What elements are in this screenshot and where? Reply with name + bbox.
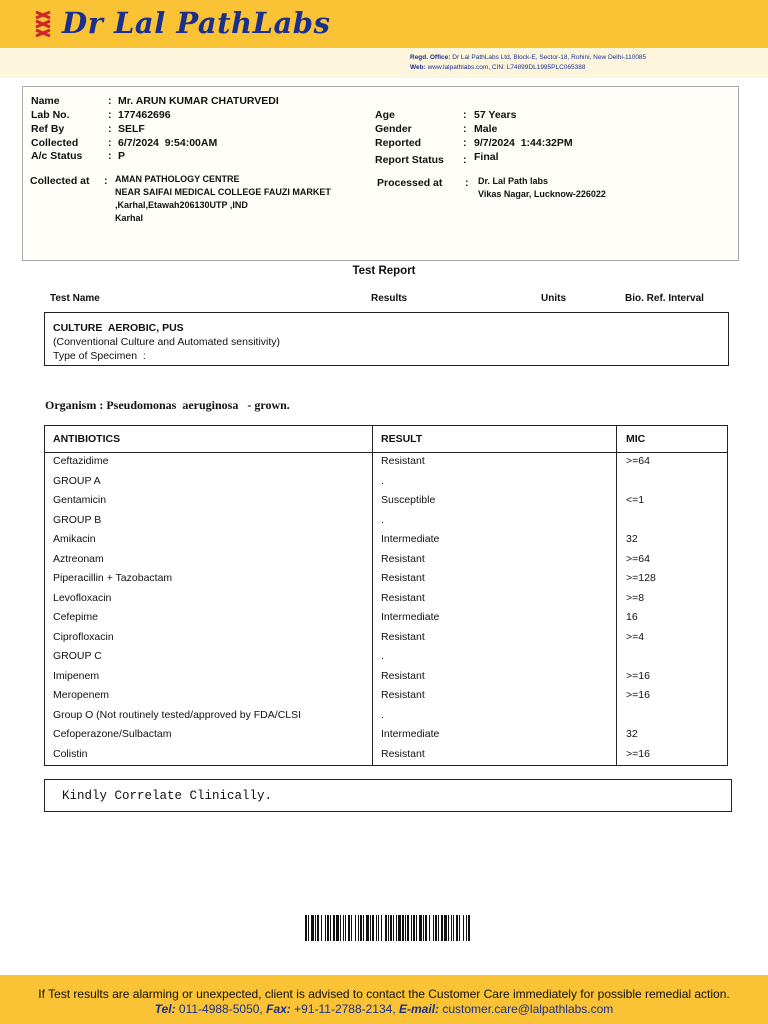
collected-label: Collected (31, 137, 79, 149)
antibiotic-result: Intermediate (381, 728, 440, 740)
table-row (45, 687, 727, 707)
antibiotic-name: Cefepime (53, 611, 98, 623)
table-row (45, 726, 727, 746)
antibiotic-mic: 32 (626, 533, 638, 545)
age: 57 Years (474, 109, 517, 121)
barcode-image (305, 915, 471, 941)
antibiotic-mic: <=1 (626, 494, 645, 506)
table-row (45, 512, 727, 532)
ref-by: SELF (118, 123, 145, 135)
brand-logo-text: Dr Lal PathLabs (62, 6, 331, 40)
specimen-type: Type of Specimen : (53, 350, 146, 362)
col-units: Units (541, 293, 566, 304)
antibiotic-name: Ciprofloxacin (53, 630, 114, 643)
test-name: CULTURE AEROBIC, PUS (53, 322, 184, 334)
th-mic: MIC (626, 433, 646, 445)
antibiotic-name: Group O (Not routinely tested/approved by FDA/CLSI (53, 708, 302, 721)
age-label: Age (375, 109, 395, 121)
processed-at-line2: Vikas Nagar, Lucknow-226022 (478, 189, 606, 199)
table-row (45, 473, 727, 493)
table-row (45, 531, 727, 551)
table-row (45, 609, 727, 629)
antibiotic-result: Resistant (381, 669, 425, 682)
antibiotic-mic: 16 (626, 611, 638, 623)
antibiotic-name: Cefoperazone/Sulbactam (53, 728, 172, 740)
antibiotic-name: Imipenem (53, 669, 100, 682)
table-row (45, 551, 727, 571)
processed-at-line1: Dr. Lal Path labs (478, 176, 549, 186)
antibiotic-name: Gentamicin (53, 494, 107, 506)
table-row (45, 746, 727, 766)
table-row (45, 590, 727, 610)
antibiotic-result: Resistant (381, 552, 425, 565)
antibiotic-result: Resistant (381, 455, 425, 467)
gender: Male (474, 123, 498, 135)
name-label: Name (31, 95, 60, 107)
footer-notice: If Test results are alarming or unexpected, client is advised to contact the Customer Care immediately for possible remedial action. (38, 987, 730, 1001)
dna-logo-icon (34, 10, 52, 40)
lab-no: 177462696 (118, 109, 171, 121)
report-title: Test Report (352, 265, 416, 277)
th-antibiotics: ANTIBIOTICS (53, 433, 121, 445)
collected-at-line3: ,Karhal,Etawah206130UTP ,IND (115, 200, 248, 210)
table-row (45, 492, 727, 512)
col-ref-interval: Bio. Ref. Interval (625, 293, 704, 304)
sub-header (0, 48, 768, 78)
collected-at-line1: AMAN PATHOLOGY CENTRE (115, 174, 240, 184)
antibiotic-mic: >=64 (626, 552, 650, 565)
collected-at-line4: Karhal (115, 213, 144, 223)
antibiotic-mic: >=16 (626, 689, 650, 701)
antibiotic-name: Aztreonam (53, 552, 104, 565)
ac-status-label: A/c Status (31, 150, 83, 162)
antibiotic-mic: >=4 (626, 630, 645, 643)
antibiotic-mic: >=16 (626, 669, 650, 682)
organism-line: Organism : Pseudomonas aeruginosa - grown. (45, 398, 290, 412)
antibiotic-result: Resistant (381, 572, 425, 584)
antibiotic-mic: >=8 (626, 591, 645, 604)
table-row (45, 648, 727, 668)
table-row (45, 629, 727, 649)
antibiotic-result: Resistant (381, 747, 425, 760)
antibiotic-result: . (381, 708, 384, 721)
clinical-remark: Kindly Correlate Clinically. (44, 779, 732, 812)
antibiotic-name: Ceftazidime (53, 455, 109, 467)
antibiotic-name: Meropenem (53, 689, 110, 701)
header-bar (0, 0, 768, 48)
col-results: Results (371, 293, 408, 304)
test-info-box (44, 312, 729, 366)
collected-at-label: Collected at (30, 175, 90, 187)
antibiotic-mic: >=128 (626, 572, 656, 584)
antibiotic-name: Amikacin (53, 533, 96, 545)
antibiotic-result: . (381, 513, 384, 526)
ac-status: P (118, 150, 126, 162)
gender-label: Gender (375, 123, 412, 135)
antibiotic-result: Susceptible (381, 494, 436, 506)
antibiotic-result: Resistant (381, 591, 425, 604)
antibiotic-name: Levofloxacin (53, 591, 112, 604)
antibiotic-name: GROUP B (53, 513, 102, 526)
report-status-label: Report Status (375, 154, 444, 166)
patient-name: Mr. ARUN KUMAR CHATURVEDI (118, 95, 279, 107)
registered-office: Regd. Office: Dr Lal PathLabs Ltd, Block-E, Sector-18, Rohini, New Delhi-110085 Web: www.lalpathlabs.com, CIN: L74899DL1995PLC065388 (410, 54, 647, 71)
report-status: Final (474, 151, 499, 163)
lab-no-label: Lab No. (31, 109, 70, 121)
antibiotic-result: . (381, 650, 384, 662)
antibiotic-result: Intermediate (381, 533, 440, 545)
test-method: (Conventional Culture and Automated sensitivity) (53, 336, 281, 348)
table-row (45, 570, 727, 590)
col-test-name: Test Name (50, 293, 100, 304)
antibiotic-mic: >=16 (626, 747, 650, 760)
table-row (45, 668, 727, 688)
antibiotic-name: GROUP A (53, 474, 101, 487)
table-row (45, 453, 727, 473)
th-result: RESULT (381, 433, 423, 445)
antibiotic-name: Piperacillin + Tazobactam (53, 572, 173, 584)
collected-at-line2: NEAR SAIFAI MEDICAL COLLEGE FAUZI MARKET (115, 187, 331, 197)
footer-contact: Tel: 011-4988-5050, Fax: +91-11-2788-2134, E-mail: customer.care@lalpathlabs.com (154, 1002, 614, 1016)
antibiotic-name: GROUP C (53, 650, 102, 662)
antibiotic-mic: 32 (626, 728, 638, 740)
antibiotic-name: Colistin (53, 747, 88, 760)
reported-date: 9/7/2024 1:44:32PM (474, 137, 573, 149)
processed-at-label: Processed at (377, 177, 443, 189)
ref-by-label: Ref By (31, 123, 65, 135)
table-row (45, 707, 727, 727)
antibiotic-rows (45, 453, 727, 765)
footer-bar (0, 975, 768, 1024)
antibiotic-table (44, 425, 728, 766)
collected-date: 6/7/2024 9:54:00AM (118, 137, 218, 149)
antibiotic-result: . (381, 474, 384, 487)
antibiotic-result: Resistant (381, 689, 425, 701)
antibiotic-result: Resistant (381, 630, 425, 643)
reported-label: Reported (375, 137, 422, 149)
antibiotic-result: Intermediate (381, 611, 440, 623)
antibiotic-mic: >=64 (626, 455, 650, 467)
